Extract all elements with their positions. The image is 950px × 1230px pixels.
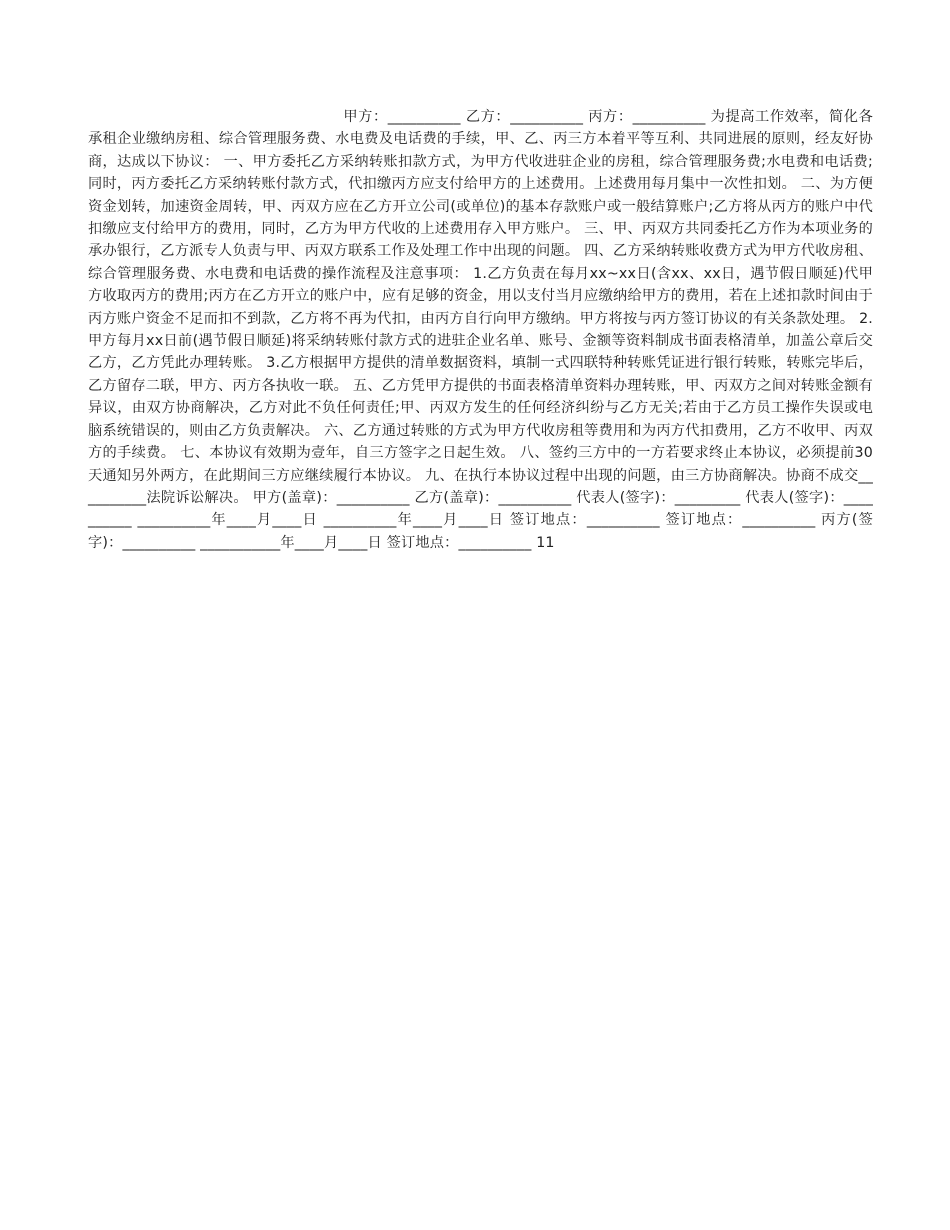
document-body: [88, 106, 873, 554]
agreement-text: 甲方：__________ 乙方：__________ 丙方：__________ 为提高工作效率，简化各承租企业缴纳房租、综合管理服务费、水电费及电话费的手续，甲、乙、丙三方本着平等互利、共同进展的原则，经友好协商，达成以下协议： 一、甲方委托乙方采纳转账扣款方式，为甲方代收进驻企业的房租，综合管理服务费;水电费和电话费;同时，丙方委托乙方采纳转账付款方式，代扣缴丙方应支付给甲方的上述费用。上述费用每月集中一次性扣划。 二、为方便资金划转，加速资金周转，甲、丙双方应在乙方开立公司(或单位)的基本存款账户或一般结算账户;乙方将从丙方的账户中代扣缴应支付给甲方的费用，同时，乙方为甲方代收的上述费用存入甲方账户。 三、甲、丙双方共同委托乙方作为本项业务的承办银行，乙方派专人负责与甲、丙双方联系工作及处理工作中出现的问题。 四、乙方采纳转账收费方式为甲方代收房租、综合管理服务费、水电费和电话费的操作流程及注意事项： 1.乙方负责在每月xx~xx日(含xx、xx日，遇节假日顺延)代甲方收取丙方的费用;丙方在乙方开立的账户中，应有足够的资金，用以支付当月应缴纳给甲方的费用，若在上述扣款时间由于丙方账户资金不足而扣不到款，乙方将不再为代扣，由丙方自行向甲方缴纳。甲方将按与丙方签订协议的有关条款处理。 2.甲方每月xx日前(遇节假日顺延)将采纳转账付款方式的进驻企业名单、账号、金额等资料制成书面表格清单，加盖公章后交乙方，乙方凭此办理转账。 3.乙方根据甲方提供的清单数据资料，填制一式四联特种转账凭证进行银行转账，转账完毕后，乙方留存二联，甲方、丙方各执收一联。 五、乙方凭甲方提供的书面表格清单资料办理转账，甲、丙双方之间对转账金额有异议，由双方协商解决，乙方对此不负任何责任;甲、丙双方发生的任何经济纠纷与乙方无关;若由于乙方员工操作失误或电脑系统错误的，则由乙方负责解决。 六、乙方通过转账的方式为甲方代收房租等费用和为丙方代扣费用，乙方不收甲、丙双方的手续费。 七、本协议有效期为壹年，自三方签字之日起生效。 八、签约三方中的一方若要求终止本协议，必须提前30天通知另外两方，在此期间三方应继续履行本协议。 九、在执行本协议过程中出现的问题，由三方协商解决。协商不成交__________法院诉讼解决。 甲方(盖章)：__________ 乙方(盖章)：__________ 代表人(签字)：_________ 代表人(签字)：__________ __________年____月____日 __________年____月____日 签订地点：__________ 签订地点：__________ 丙方(签字)：__________ ___________年____月____日 签订地点：__________ 11: [88, 109, 873, 551]
